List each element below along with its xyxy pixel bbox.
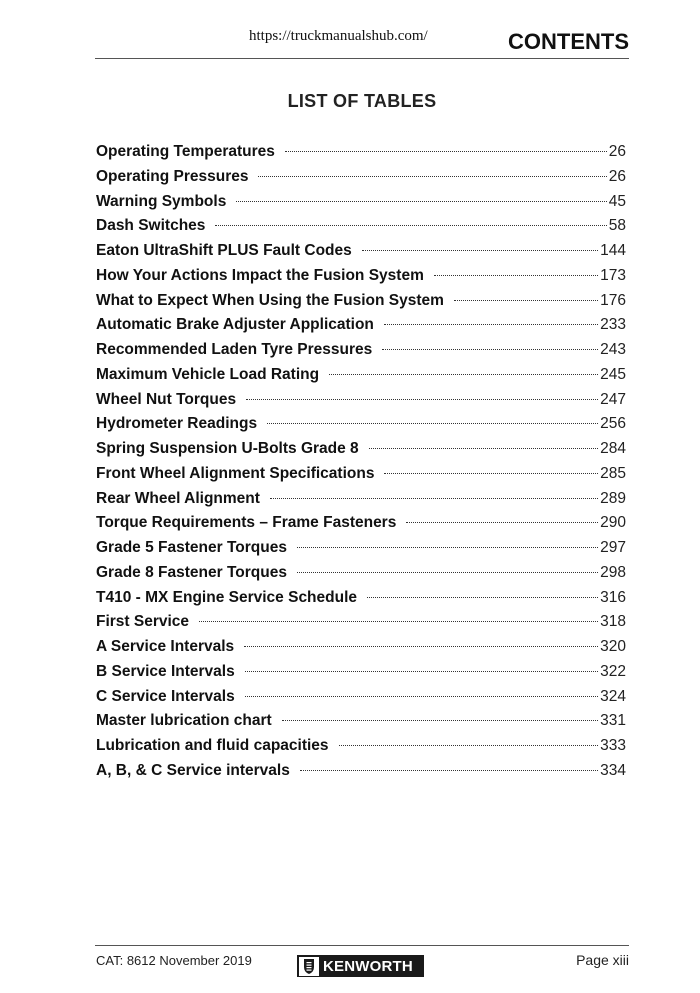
toc-entry-title: A, B, & C Service intervals [96,761,290,779]
toc-entry[interactable] [96,635,626,660]
dot-leader [367,597,598,598]
dot-leader [258,176,606,177]
dot-leader [246,399,598,400]
toc-entry-page: 289 [600,489,626,507]
dot-leader [300,770,598,771]
toc-entry[interactable] [96,388,626,413]
toc-entry[interactable] [96,214,626,239]
toc-entry-page: 26 [608,167,626,185]
dot-leader [245,696,598,697]
dot-leader [339,745,599,746]
toc-entry-page: 247 [600,390,626,408]
toc-entry[interactable] [96,734,626,759]
toc-entry[interactable] [96,140,626,165]
dot-leader [329,374,598,375]
toc-entry-page: 318 [600,613,626,631]
toc-entry-title: Torque Requirements – Frame Fasteners [96,514,397,532]
toc-entry[interactable] [96,759,626,784]
toc-entry-page: 322 [600,662,626,680]
toc-entry-title: Recommended Laden Tyre Pressures [96,341,373,358]
toc-entry-page: 233 [600,316,626,334]
footer-divider [95,945,629,946]
dot-leader [267,423,598,424]
toc-entry-page: 173 [600,266,626,284]
dot-leader [236,201,606,202]
dot-leader [384,324,598,325]
toc-entry-title: Dash Switches [96,217,206,235]
toc-entry-title: How Your Actions Impact the Fusion System [96,266,424,284]
toc-entry[interactable] [96,487,626,512]
toc-entry-title: Operating Temperatures [96,143,275,160]
toc-entry-page: 58 [608,217,626,235]
dot-leader [297,572,598,573]
header-divider [95,58,629,59]
toc-entry-page: 45 [608,192,626,210]
toc-entry-page: 324 [600,687,626,705]
toc-entry-title: Master lubrication chart [96,712,272,730]
toc-entry-page: 176 [600,291,626,309]
dot-leader [270,498,598,499]
toc-entry[interactable] [96,412,626,437]
toc-entry[interactable] [96,239,626,264]
toc-entry-page: 316 [600,588,626,606]
dot-leader [297,547,598,548]
dot-leader [362,250,598,251]
toc-entry[interactable] [96,610,626,635]
toc-entry[interactable] [96,536,626,561]
toc-entry-title: Automatic Brake Adjuster Application [96,316,374,334]
toc-entry-page: 256 [600,415,626,433]
kenworth-logo [297,955,424,977]
toc-entry[interactable] [96,709,626,734]
toc-entry-title: Eaton UltraShift PLUS Fault Codes [96,242,352,259]
toc-entry[interactable] [96,289,626,314]
table-of-contents-list [96,140,626,784]
toc-entry-title: B Service Intervals [96,662,235,680]
toc-entry-title: Grade 8 Fastener Torques [96,563,287,581]
toc-entry[interactable] [96,437,626,462]
dot-leader [382,349,598,350]
toc-entry-title: Maximum Vehicle Load Rating [96,365,320,383]
toc-entry-page: 284 [600,440,626,457]
page-number: Page xiii [576,952,629,968]
toc-entry-title: Front Wheel Alignment Specifications [96,464,375,482]
toc-entry-title: Hydrometer Readings [96,415,258,433]
dot-leader [369,448,598,449]
toc-entry[interactable] [96,264,626,289]
toc-entry-title: Rear Wheel Alignment [96,489,260,507]
dot-leader [384,473,598,474]
toc-entry-page: 320 [600,638,626,655]
dot-leader [244,646,598,647]
toc-entry-title: What to Expect When Using the Fusion System [96,291,444,309]
toc-entry-title: Wheel Nut Torques [96,390,237,408]
toc-entry[interactable] [96,685,626,710]
toc-entry[interactable] [96,338,626,363]
kenworth-emblem-icon [299,957,319,976]
toc-entry-page: 245 [600,365,626,383]
header-url[interactable]: https://truckmanualshub.com/ [249,28,428,44]
dot-leader [454,300,598,301]
toc-entry-title: Lubrication and fluid capacities [96,737,329,754]
toc-entry[interactable] [96,462,626,487]
dot-leader [282,720,598,721]
toc-entry[interactable] [96,561,626,586]
dot-leader [434,275,598,276]
toc-entry-page: 285 [600,464,626,482]
page-title: LIST OF TABLES [287,91,437,111]
toc-entry[interactable] [96,190,626,215]
toc-entry[interactable] [96,586,626,611]
toc-entry-page: 334 [600,761,626,779]
toc-entry-title: C Service Intervals [96,687,235,705]
toc-entry-title: Spring Suspension U-Bolts Grade 8 [96,440,359,457]
dot-leader [406,522,598,523]
dot-leader [245,671,598,672]
section-title: CONTENTS [508,29,629,54]
toc-entry-page: 297 [600,539,626,556]
catalog-info: CAT: 8612 November 2019 [96,953,252,968]
toc-entry-page: 333 [600,737,626,754]
toc-entry-title: Warning Symbols [96,192,227,210]
toc-entry-page: 26 [608,143,626,160]
toc-entry[interactable] [96,313,626,338]
toc-entry-title: T410 - MX Engine Service Schedule [96,588,358,606]
toc-entry-page: 290 [600,514,626,532]
toc-entry-page: 243 [600,341,626,358]
toc-entry-title: A Service Intervals [96,638,235,655]
toc-entry[interactable] [96,660,626,685]
toc-entry-title: Grade 5 Fastener Torques [96,539,287,556]
dot-leader [285,151,607,152]
toc-entry[interactable] [96,363,626,388]
dot-leader [215,225,606,226]
toc-entry-page: 298 [600,563,626,581]
toc-entry-page: 331 [600,712,626,730]
toc-entry[interactable] [96,165,626,190]
toc-entry-title: First Service [96,613,190,631]
toc-entry-page: 144 [600,242,626,259]
toc-entry-title: Operating Pressures [96,167,249,185]
dot-leader [199,621,598,622]
kenworth-logo-text: KENWORTH [323,957,413,975]
toc-entry[interactable] [96,511,626,536]
